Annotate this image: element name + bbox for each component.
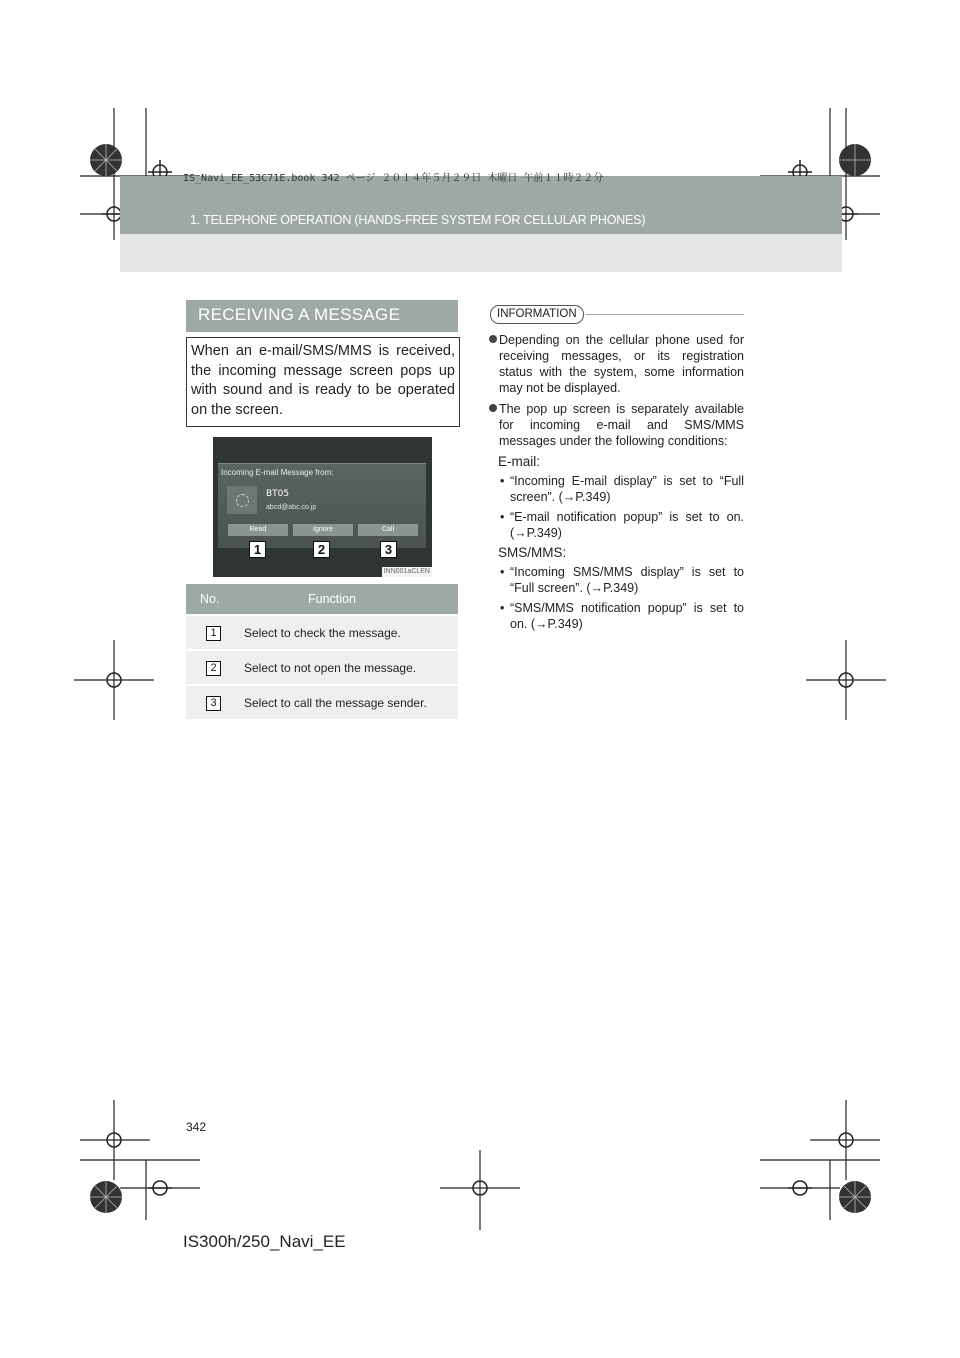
sms-subhead: SMS/MMS: <box>498 545 567 560</box>
table-row <box>186 614 458 649</box>
section-heading-underline <box>186 330 458 332</box>
function-table <box>186 584 458 719</box>
print-info: IS_Navi_EE_53C71E.book 342 ページ ２０１４年５月２９日 木曜日 午前１１時２２分 <box>183 173 604 184</box>
email-condition-text: “E-mail notification popup” is set to on. (→P.349) <box>510 510 744 540</box>
model-footer: IS300h/250_Navi_EE <box>183 1232 346 1251</box>
popup-title: Incoming E-mail Message from: <box>221 468 334 477</box>
section-heading-text: RECEIVING A MESSAGE <box>198 305 401 324</box>
row-number: 1 <box>206 626 221 641</box>
callout-3: 3 <box>380 541 397 558</box>
email-condition-text: “Incoming E-mail display” is set to “Full screen”. (→P.349) <box>510 474 744 504</box>
sms-condition: • “Incoming SMS/MMS display” is set to “Full screen”. (→P.349) <box>500 565 744 595</box>
table-row <box>186 684 458 719</box>
information-block <box>490 332 744 636</box>
header-no: No. <box>200 592 220 606</box>
ignore-button: Ignore <box>293 524 353 536</box>
email-condition: • “Incoming E-mail display” is set to “Full screen”. (→P.349) <box>500 474 744 504</box>
avatar <box>227 486 257 514</box>
row-number: 2 <box>206 661 221 676</box>
information-rule <box>586 314 744 315</box>
image-code: INN001aCLEN <box>383 568 430 575</box>
row-number: 3 <box>206 696 221 711</box>
row-function: Select to check the message. <box>244 626 401 640</box>
page-number: 342 <box>186 1120 207 1134</box>
email-subhead: E-mail: <box>498 454 541 469</box>
info-bullet: Depending on the cellular phone used for receiving messages, or its registration status with the system, some information may not be displayed. <box>490 332 744 396</box>
header-function: Function <box>308 592 356 606</box>
information-badge: INFORMATION <box>490 305 584 324</box>
sms-condition: • “SMS/MMS notification popup” is set to on. (→P.349) <box>500 601 744 631</box>
loading-icon <box>236 494 249 507</box>
read-button: Read <box>228 524 288 536</box>
incoming-message-popup <box>218 463 426 548</box>
header-subband <box>120 234 842 272</box>
screen-illustration <box>213 437 432 577</box>
sender-name: BT05 <box>266 489 290 499</box>
table-header <box>186 584 458 614</box>
callout-2: 2 <box>313 541 330 558</box>
call-button: Call <box>358 524 418 536</box>
section-heading <box>186 300 458 330</box>
row-function: Select to not open the message. <box>244 661 417 675</box>
table-row <box>186 649 458 684</box>
info-bullet: The pop up screen is separately available for incoming e-mail and SMS/MMS messages under the following conditions: <box>490 401 744 449</box>
sms-condition-text: “SMS/MMS notification popup” is set to on. (→P.349) <box>510 601 744 631</box>
intro-box: When an e-mail/SMS/MMS is received, the incoming message screen pops up with sound and is ready to be operated on the screen. <box>186 337 460 427</box>
callout-1: 1 <box>249 541 266 558</box>
email-condition: • “E-mail notification popup” is set to on. (→P.349) <box>500 510 744 540</box>
chapter-title: 1. TELEPHONE OPERATION (HANDS-FREE SYSTEM FOR CELLULAR PHONES) <box>190 213 646 227</box>
sender-email: abcd@abc.co.jp <box>266 504 317 511</box>
sms-condition-text: “Incoming SMS/MMS display” is set to “Full screen”. (→P.349) <box>510 565 744 595</box>
row-function: Select to call the message sender. <box>244 696 427 710</box>
